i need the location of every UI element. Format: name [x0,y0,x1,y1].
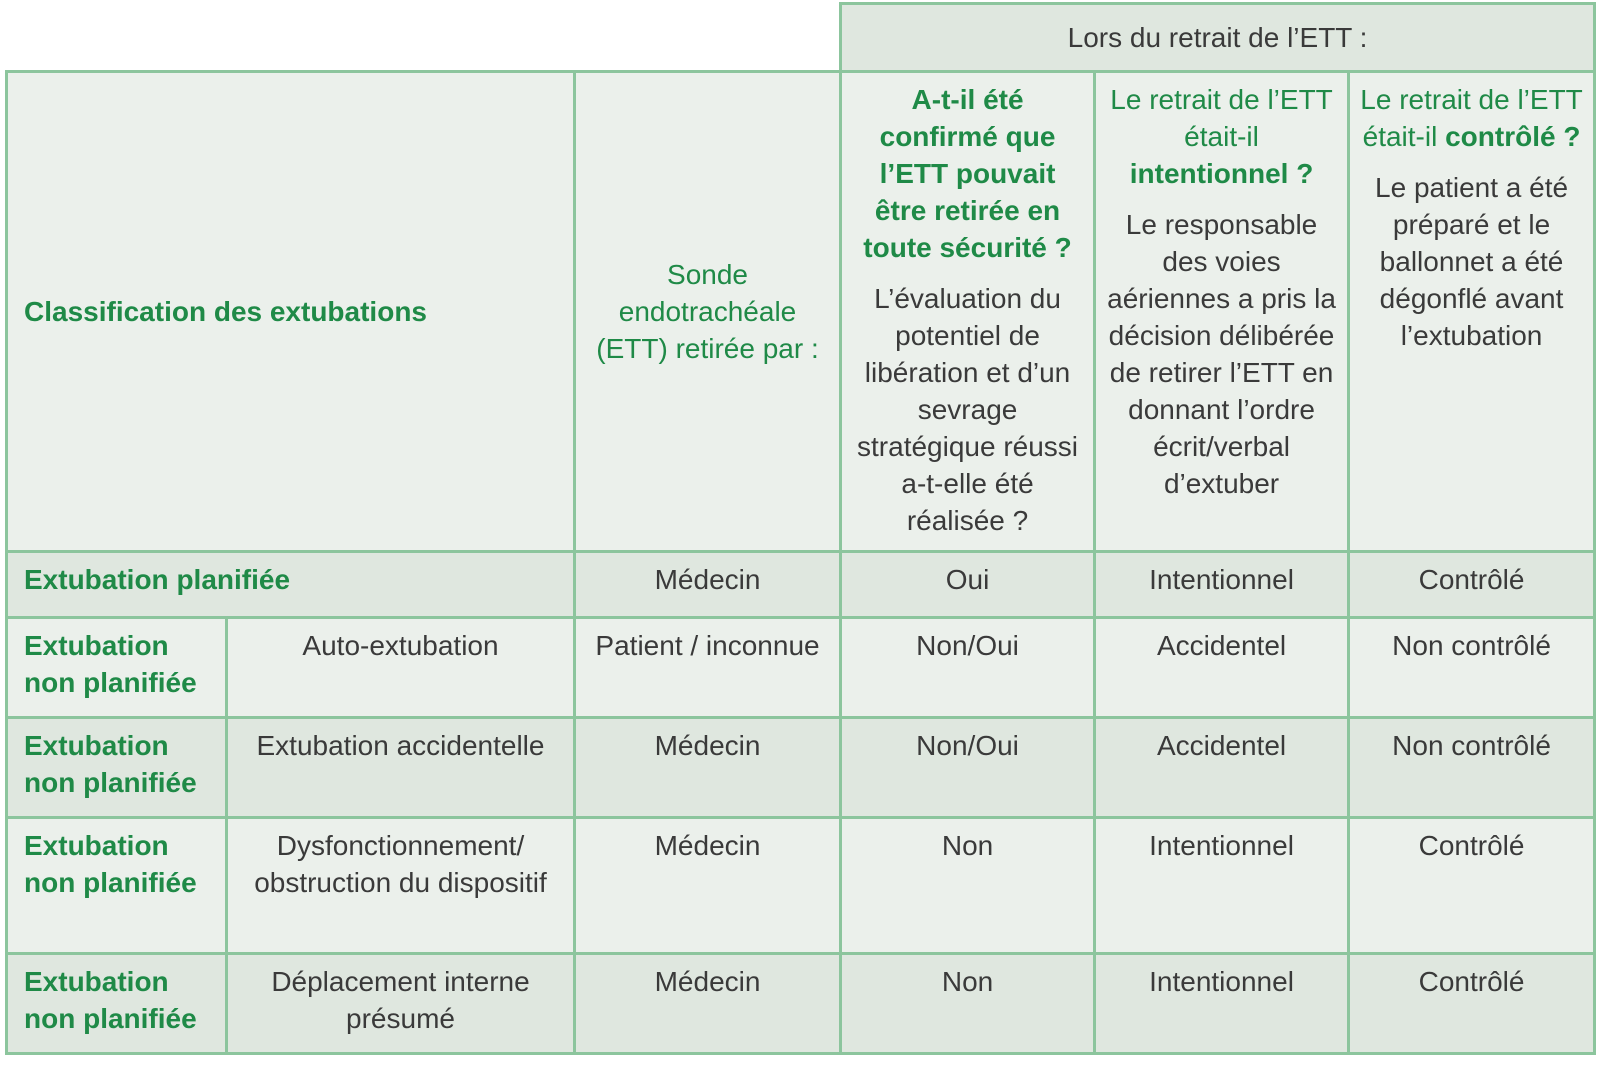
intentional-question-text: Le retrait de l’ETT était-il [1110,84,1333,152]
classification-header: Classification des extubations [7,72,575,552]
column-header-row [7,72,1595,552]
row-subtype: Déplacement interne présumé [227,954,575,1054]
intentional-question [1106,81,1337,192]
planned-label: Extubation planifiée [7,552,575,618]
row-subtype: Extubation accidentelle [227,718,575,818]
blank-corner [7,4,841,72]
safe-removal-question: A-t-il été confirmé que l’ETT pouvait être retirée en toute sécurité ? [863,84,1072,263]
planned-intent: Intentionnel [1095,552,1349,618]
row-control: Contrôlé [1349,818,1595,954]
row-subtype: Auto-extubation [227,618,575,718]
safe-removal-header [841,72,1095,552]
extubation-classification-table [5,2,1596,1055]
group-header-row [7,4,1595,72]
row-safe: Non/Oui [841,618,1095,718]
safe-removal-description: L’évaluation du potentiel de libération et d’un sevrage stratégique réussi a-t-elle été réalisée ? [857,283,1079,536]
planned-row [7,552,1595,618]
controlled-header [1349,72,1595,552]
group-header-cell [841,4,1595,72]
row-intent: Intentionnel [1095,954,1349,1054]
row-intent: Intentionnel [1095,818,1349,954]
row-type: Extubation non planifiée [7,954,227,1054]
classification-table [5,2,1596,1055]
group-header-label: Lors du retrait de l’ETT : [1067,22,1368,53]
row-removed-by: Médecin [575,718,841,818]
intentional-description: Le responsable des voies aériennes a pris la décision délibérée de retirer l’ETT en donnant l’ordre écrit/verbal d’extuber [1107,209,1336,499]
row-control: Contrôlé [1349,954,1595,1054]
row-safe: Non [841,818,1095,954]
controlled-description: Le patient a été préparé et le ballonnet a été dégonflé avant l’extubation [1375,172,1569,351]
controlled-question [1360,81,1583,155]
row-removed-by: Médecin [575,818,841,954]
removed-by-header: Sonde endotrachéale (ETT) retirée par : [575,72,841,552]
table-row [7,954,1595,1054]
row-type: Extubation non planifiée [7,618,227,718]
controlled-question-keyword: contrôlé ? [1445,121,1581,152]
row-control: Non contrôlé [1349,718,1595,818]
planned-removed-by: Médecin [575,552,841,618]
planned-control: Contrôlé [1349,552,1595,618]
intentional-header [1095,72,1349,552]
row-type: Extubation non planifiée [7,818,227,954]
table-row [7,818,1595,954]
row-type: Extubation non planifiée [7,718,227,818]
row-safe: Non/Oui [841,718,1095,818]
row-removed-by: Patient / inconnue [575,618,841,718]
intentional-question-keyword: intentionnel ? [1129,158,1314,189]
row-intent: Accidentel [1095,718,1349,818]
row-control: Non contrôlé [1349,618,1595,718]
row-intent: Accidentel [1095,618,1349,718]
controlled-question-text: Le retrait de l’ETT était-il [1360,84,1583,152]
row-safe: Non [841,954,1095,1054]
planned-safe: Oui [841,552,1095,618]
row-removed-by: Médecin [575,954,841,1054]
row-subtype: Dysfonctionnement/ obstruction du dispositif [227,818,575,954]
table-row [7,618,1595,718]
table-row [7,718,1595,818]
